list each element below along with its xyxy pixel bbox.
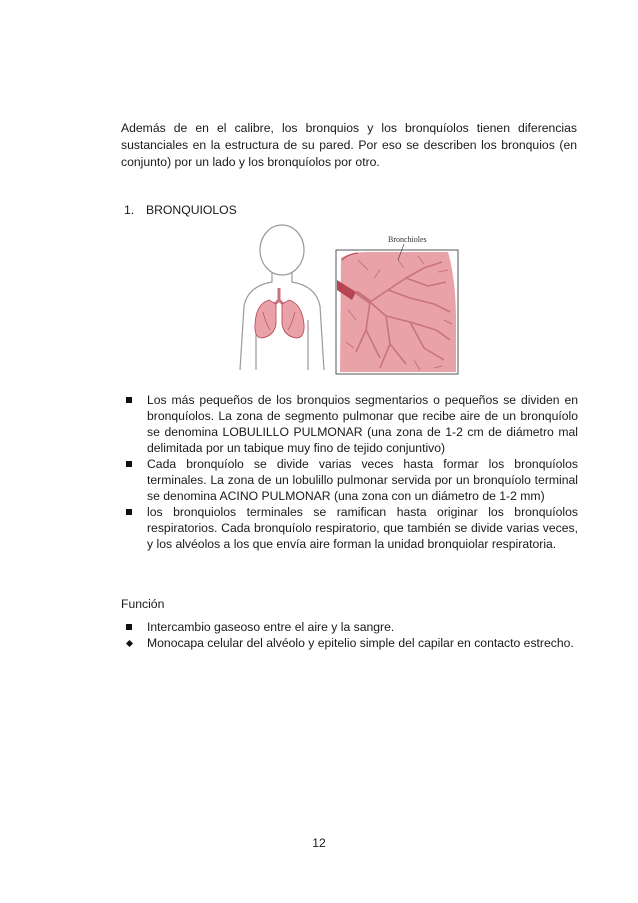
- list-item-text: Intercambio gaseoso entre el aire y la sangre.: [147, 620, 395, 634]
- square-bullet-icon: [126, 397, 132, 403]
- page-number: 12: [312, 836, 326, 850]
- section-title: BRONQUIOLOS: [146, 203, 237, 217]
- bronchioles-illustration: [238, 220, 461, 377]
- section-heading: [124, 202, 237, 219]
- diamond-bullet-icon: [126, 640, 133, 647]
- bronchioles-figure: [238, 220, 461, 377]
- list-item: [122, 504, 578, 552]
- intro-paragraph: Además de en el calibre, los bronquios y los bronquíolos tienen diferencias sustanciales en la estructura de su pared. Por eso se describen los bronquios (en conjunto) por un lado y los bronquíolos por otro.: [121, 121, 577, 169]
- list-item: [122, 456, 578, 504]
- square-bullet-icon: [126, 461, 132, 467]
- list-item: [122, 635, 578, 651]
- list-item-text: Los más pequeños de los bronquios segmentarios o pequeños se dividen en bronquíolos. La zona de segmento pulmonar que recibe aire de un bronquíolo se denomina LOBULILLO PULMONAR (una zona de 1-2 cm de diámetro mal delimitada por un tabique muy fino de tejido conjuntivo): [147, 393, 578, 455]
- child-silhouette: [240, 225, 324, 370]
- funcion-heading: Función: [121, 597, 165, 611]
- square-bullet-icon: [126, 624, 132, 630]
- list-item-text: Cada bronquíolo se divide varias veces hasta formar los bronquíolos terminales. La zona de un lobulillo pulmonar servida por un bronquíolo terminal se denomina ACINO PULMONAR (una zona con un diámetro de 1-2 mm): [147, 457, 578, 503]
- list-item: [122, 619, 578, 635]
- list-item-text: los bronquiolos terminales se ramifican hasta originar los bronquíolos respiratorios. Cada bronquíolo respiratorio, que también se divide varias veces, y los alvéolos a los que envía aire forman la unidad bronquiolar respiratoria.: [147, 505, 578, 551]
- bronquiolos-list: [122, 392, 578, 552]
- figure-label: Bronchioles: [388, 235, 427, 244]
- funcion-list: [122, 619, 578, 651]
- list-item-text: Monocapa celular del alvéolo y epitelio simple del capilar en contacto estrecho.: [147, 636, 574, 650]
- child-lungs: [255, 288, 304, 338]
- list-item: [122, 392, 578, 456]
- section-number: 1.: [124, 203, 135, 217]
- square-bullet-icon: [126, 509, 132, 515]
